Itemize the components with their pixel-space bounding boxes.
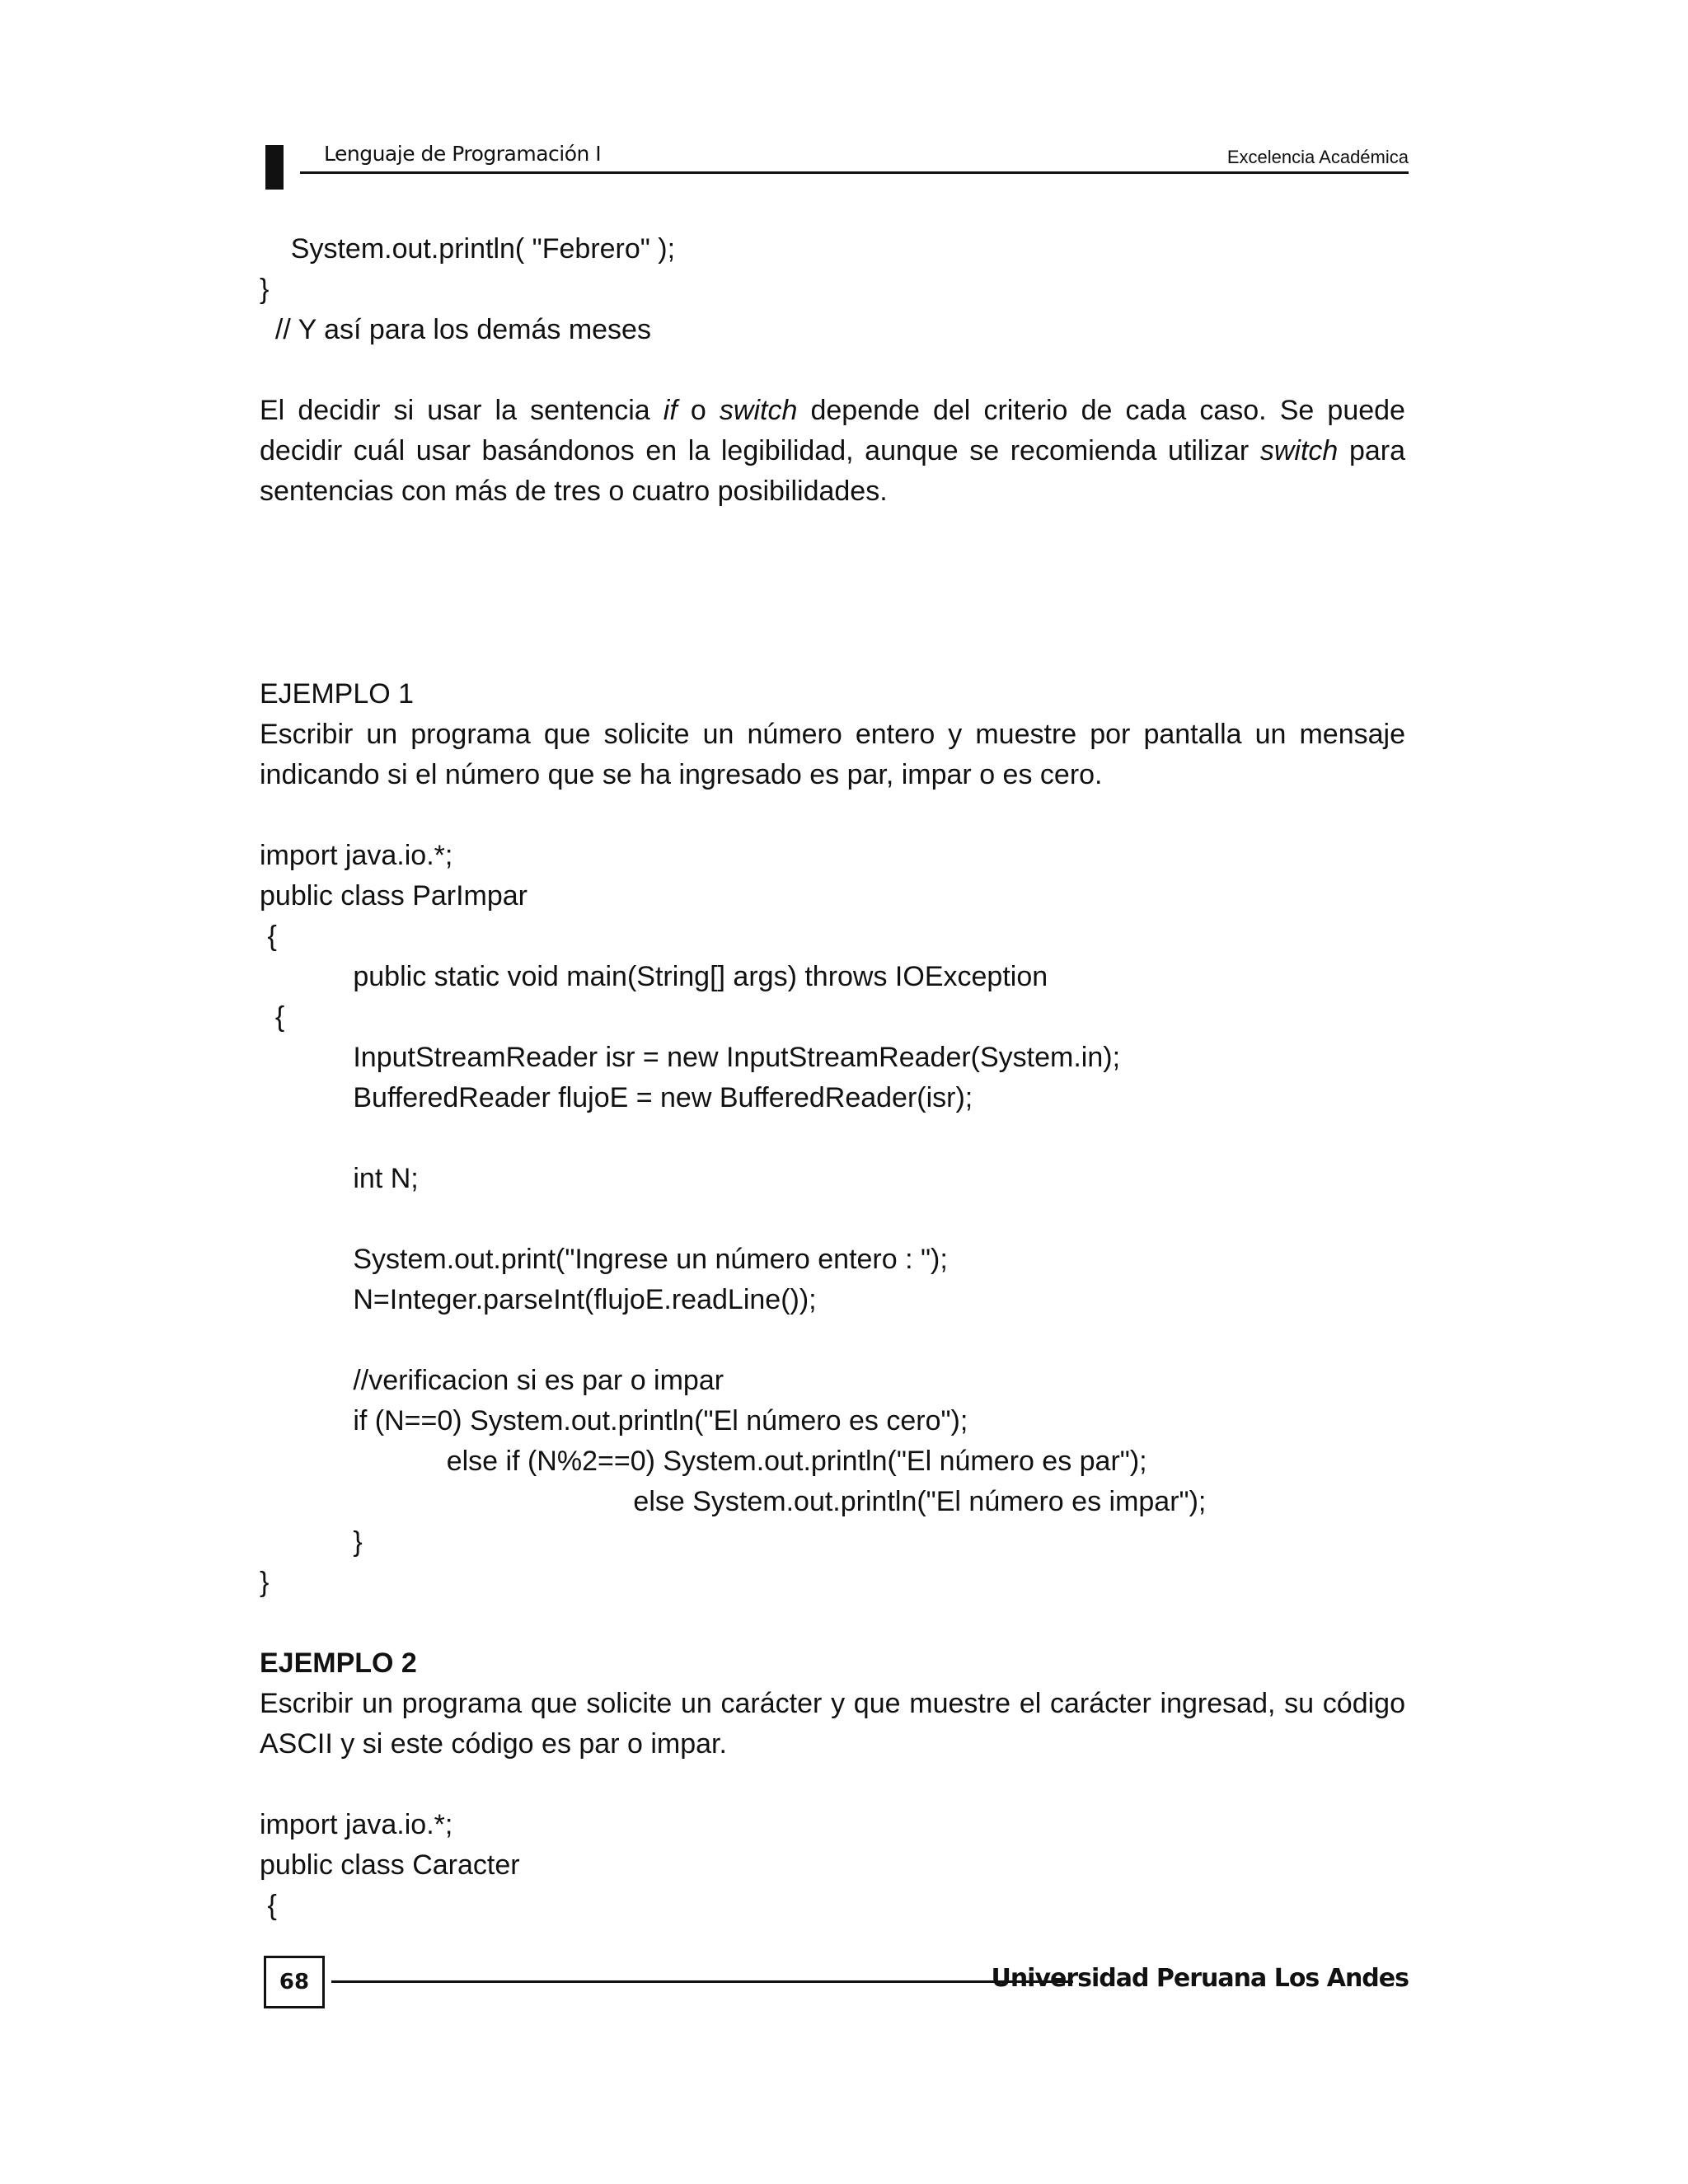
header-mark (265, 145, 284, 190)
paragraph-if-switch: El decidir si usar la sentencia if o switch depende del criterio de cada caso. Se puede decidir cuál usar basándonos en la legibilidad, aunque se recomienda utilizar switch para sentencias con más de tres o cuatro posibilidades. (260, 395, 1406, 507)
footer-university: Universidad Peruana Los Andes (991, 1964, 1409, 1993)
header-right-text: Excelencia Académica (1226, 147, 1409, 167)
code-line: } (260, 1526, 363, 1558)
code-line: BufferedReader flujoE = new BufferedReader(isr); (260, 1082, 973, 1113)
code-line: public class Caracter (260, 1849, 520, 1881)
code-line: import java.io.*; (260, 1809, 453, 1840)
code-line: InputStreamReader isr = new InputStreamReader(System.in); (260, 1042, 1121, 1073)
header-rule (300, 171, 1409, 174)
code-line: } (260, 274, 270, 305)
ejemplo2-title: EJEMPLO 2 (260, 1647, 417, 1679)
code-line: { (260, 1001, 285, 1033)
code-line: int N; (260, 1163, 419, 1194)
code-line: else System.out.println("El número es impar"); (260, 1486, 1207, 1517)
code-line: N=Integer.parseInt(flujoE.readLine()); (260, 1284, 817, 1315)
code-line: System.out.print("Ingrese un número entero : "); (260, 1244, 948, 1275)
code-line: System.out.println( "Febrero" ); (260, 233, 676, 265)
code-line: if (N==0) System.out.println("El número es cero"); (260, 1405, 968, 1436)
code-line: import java.io.*; (260, 840, 453, 871)
page-number: 68 (264, 1956, 325, 2008)
ejemplo1-title: EJEMPLO 1 (260, 678, 415, 710)
ejemplo2-description: Escribir un programa que solicite un carácter y que muestre el carácter ingresad, su código ASCII y si este código es par o impar. (260, 1688, 1405, 1760)
code-line: public class ParImpar (260, 880, 528, 912)
code-line: { (260, 921, 277, 952)
code-line: } (260, 1567, 270, 1598)
header-title: Lenguaje de Programación I (324, 142, 602, 166)
code-line: else if (N%2==0) System.out.println("El número es par"); (260, 1446, 1147, 1477)
code-line: public static void main(String[] args) throws IOException (260, 961, 1048, 992)
code-line: { (260, 1890, 277, 1921)
footer-rule (331, 1980, 1073, 1983)
code-line: // Y así para los demás meses (260, 314, 651, 345)
ejemplo1-description: Escribir un programa que solicite un número entero y muestre por pantalla un mensaje indicando si el número que se ha ingresado es par, impar o es cero. (260, 719, 1405, 790)
code-line: //verificacion si es par o impar (260, 1365, 724, 1396)
